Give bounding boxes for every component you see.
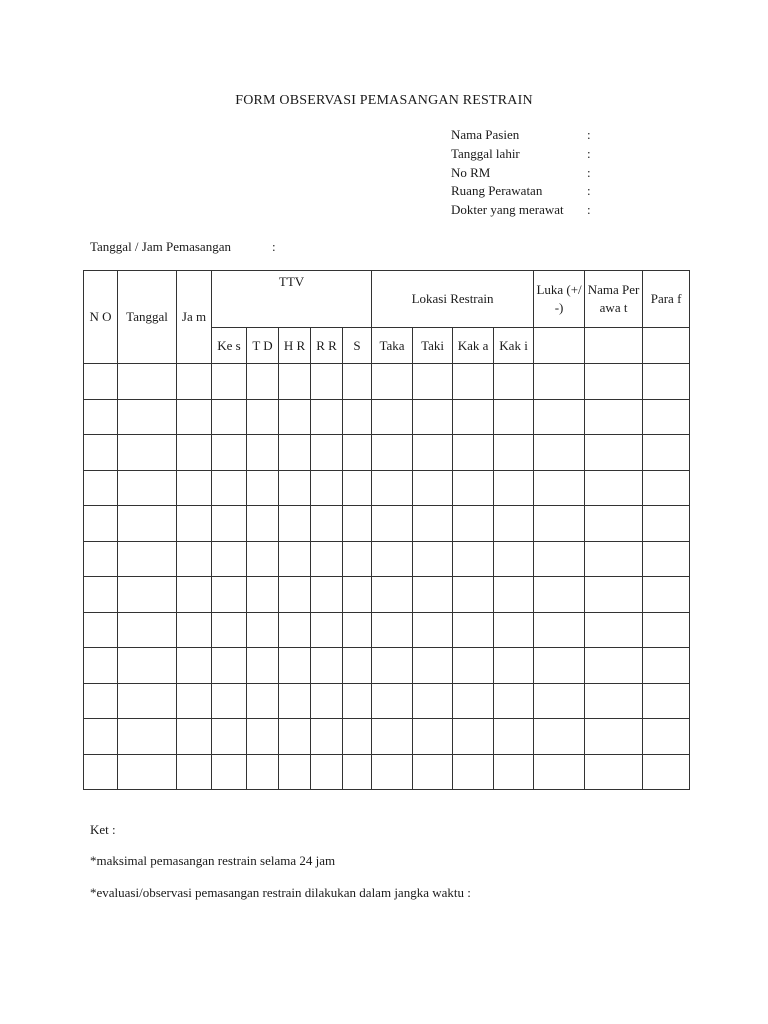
table-cell <box>534 683 585 719</box>
birth-date-label: Tanggal lahir <box>451 145 520 161</box>
header-lokasi-restrain: Lokasi Restrain <box>372 271 534 328</box>
header-ttv-s: S <box>343 328 372 364</box>
header-ttv-td: T D <box>247 328 279 364</box>
table-cell <box>311 683 343 719</box>
table-cell <box>311 719 343 755</box>
table-cell <box>585 506 643 542</box>
header-ttv-rr: R R <box>311 328 343 364</box>
header-jam: Ja m <box>177 271 212 364</box>
table-cell <box>413 435 453 471</box>
birth-date-colon: : <box>587 145 591 161</box>
table-cell <box>279 399 311 435</box>
header-nama-perawat: Nama Perawa t <box>585 271 643 328</box>
table-cell <box>279 612 311 648</box>
table-cell <box>118 612 177 648</box>
table-cell <box>279 683 311 719</box>
table-cell <box>643 612 690 648</box>
table-cell <box>311 577 343 613</box>
header-ttv-hr: H R <box>279 328 311 364</box>
patient-name-colon: : <box>587 127 591 142</box>
header-paraf: Para f <box>643 271 690 328</box>
table-cell <box>534 719 585 755</box>
ward-label: Ruang Perawatan <box>451 183 543 199</box>
medical-record-colon: : <box>587 164 591 180</box>
patient-info <box>451 126 611 220</box>
table-cell <box>453 470 494 506</box>
table-cell <box>372 470 413 506</box>
table-cell <box>279 470 311 506</box>
table-cell <box>453 683 494 719</box>
table-cell <box>311 470 343 506</box>
table-row <box>84 364 690 400</box>
note-evaluation-interval: *evaluasi/observasi pemasangan restrain dilakukan dalam jangka waktu : <box>90 885 471 900</box>
table-cell <box>118 683 177 719</box>
table-cell <box>343 648 372 684</box>
header-no: N O <box>84 271 118 364</box>
table-cell <box>247 683 279 719</box>
table-cell <box>453 719 494 755</box>
table-cell <box>494 612 534 648</box>
table-cell <box>247 541 279 577</box>
table-cell <box>372 754 413 790</box>
table-cell <box>247 648 279 684</box>
table-cell <box>343 506 372 542</box>
table-cell <box>585 683 643 719</box>
table-cell <box>585 754 643 790</box>
table-cell <box>585 541 643 577</box>
table-row <box>84 612 690 648</box>
table-cell <box>343 364 372 400</box>
table-cell <box>279 435 311 471</box>
header-lokasi-taki: Taki <box>413 328 453 364</box>
table-cell <box>453 435 494 471</box>
table-cell <box>177 612 212 648</box>
table-cell <box>177 435 212 471</box>
table-cell <box>643 754 690 790</box>
table-cell <box>343 470 372 506</box>
table-cell <box>247 719 279 755</box>
table-cell <box>585 435 643 471</box>
table-cell <box>585 612 643 648</box>
table-cell <box>413 719 453 755</box>
table-cell <box>84 683 118 719</box>
install-time-row <box>90 239 276 255</box>
table-cell <box>212 612 247 648</box>
table-cell <box>212 754 247 790</box>
table-cell <box>413 399 453 435</box>
table-cell <box>118 719 177 755</box>
table-cell <box>494 754 534 790</box>
table-cell <box>84 541 118 577</box>
table-cell <box>343 399 372 435</box>
table-row <box>84 577 690 613</box>
table-cell <box>311 399 343 435</box>
table-cell <box>534 612 585 648</box>
medical-record-row <box>451 164 611 183</box>
table-cell <box>118 648 177 684</box>
table-cell <box>311 648 343 684</box>
table-cell <box>372 399 413 435</box>
table-cell <box>413 648 453 684</box>
header-luka-blank <box>534 328 585 364</box>
header-ttv: TTV <box>212 271 372 328</box>
table-cell <box>177 399 212 435</box>
table-cell <box>311 506 343 542</box>
table-cell <box>311 541 343 577</box>
table-cell <box>494 541 534 577</box>
table-cell <box>494 506 534 542</box>
table-cell <box>372 683 413 719</box>
table-cell <box>534 399 585 435</box>
table-cell <box>372 541 413 577</box>
table-cell <box>279 754 311 790</box>
table-cell <box>84 470 118 506</box>
table-cell <box>212 577 247 613</box>
table-cell <box>279 719 311 755</box>
table-cell <box>453 577 494 613</box>
header-row-1 <box>84 271 690 328</box>
medical-record-label: No RM <box>451 164 491 180</box>
table-cell <box>643 577 690 613</box>
table-cell <box>279 364 311 400</box>
table-cell <box>643 399 690 435</box>
table-cell <box>494 683 534 719</box>
table-cell <box>84 719 118 755</box>
table-cell <box>453 648 494 684</box>
table-cell <box>453 541 494 577</box>
table-cell <box>453 399 494 435</box>
table-row <box>84 506 690 542</box>
table-cell <box>177 506 212 542</box>
table-cell <box>177 577 212 613</box>
patient-name-row <box>451 126 611 145</box>
table-cell <box>247 470 279 506</box>
doctor-colon: : <box>587 202 591 218</box>
table-cell <box>212 648 247 684</box>
table-cell <box>84 754 118 790</box>
table-cell <box>494 648 534 684</box>
table-cell <box>212 506 247 542</box>
table-cell <box>585 648 643 684</box>
table-cell <box>84 648 118 684</box>
table-cell <box>118 541 177 577</box>
header-paraf-blank <box>643 328 690 364</box>
header-lokasi-kaka: Kak a <box>453 328 494 364</box>
doctor-label: Dokter yang merawat <box>451 202 564 218</box>
table-cell <box>453 506 494 542</box>
table-cell <box>534 435 585 471</box>
table-cell <box>643 683 690 719</box>
doctor-row <box>451 201 611 220</box>
note-max-duration: *maksimal pemasangan restrain selama 24 jam <box>90 853 336 868</box>
table-cell <box>343 577 372 613</box>
table-cell <box>279 541 311 577</box>
table-cell <box>534 648 585 684</box>
table-cell <box>279 506 311 542</box>
table-body <box>84 364 690 790</box>
table-cell <box>453 754 494 790</box>
table-cell <box>643 506 690 542</box>
install-time-label: Tanggal / Jam Pemasangan <box>90 239 231 254</box>
table-cell <box>118 435 177 471</box>
table-cell <box>212 399 247 435</box>
notes-label: Ket : <box>90 822 116 837</box>
table-cell <box>372 648 413 684</box>
table-cell <box>534 577 585 613</box>
table-cell <box>84 506 118 542</box>
table-cell <box>413 364 453 400</box>
install-time-colon: : <box>272 239 276 254</box>
table-cell <box>84 435 118 471</box>
table-cell <box>372 612 413 648</box>
table-cell <box>212 470 247 506</box>
table-cell <box>372 577 413 613</box>
table-cell <box>413 612 453 648</box>
table-cell <box>279 648 311 684</box>
ward-row <box>451 182 611 201</box>
table-row <box>84 648 690 684</box>
table-cell <box>585 719 643 755</box>
table-cell <box>247 435 279 471</box>
table-cell <box>177 754 212 790</box>
table-cell <box>118 470 177 506</box>
table-cell <box>494 577 534 613</box>
table-cell <box>84 399 118 435</box>
table-cell <box>534 541 585 577</box>
table-cell <box>413 577 453 613</box>
table-cell <box>413 506 453 542</box>
table-cell <box>177 541 212 577</box>
table-cell <box>534 470 585 506</box>
table-cell <box>311 754 343 790</box>
table-cell <box>585 577 643 613</box>
table-cell <box>494 364 534 400</box>
table-cell <box>413 754 453 790</box>
table-cell <box>177 683 212 719</box>
table-cell <box>643 541 690 577</box>
table-row <box>84 470 690 506</box>
table-cell <box>247 364 279 400</box>
table-cell <box>343 612 372 648</box>
header-lokasi-taka: Taka <box>372 328 413 364</box>
table-cell <box>212 683 247 719</box>
table-cell <box>212 435 247 471</box>
table-cell <box>247 506 279 542</box>
birth-date-row <box>451 145 611 164</box>
table-row <box>84 541 690 577</box>
table-cell <box>585 399 643 435</box>
table-row <box>84 719 690 755</box>
table-cell <box>247 399 279 435</box>
table-cell <box>84 364 118 400</box>
patient-name-label: Nama Pasien <box>451 127 520 142</box>
table-cell <box>372 719 413 755</box>
table-cell <box>118 364 177 400</box>
table-cell <box>372 364 413 400</box>
table-cell <box>643 470 690 506</box>
table-cell <box>453 364 494 400</box>
table-cell <box>534 506 585 542</box>
table-cell <box>534 364 585 400</box>
table-cell <box>413 541 453 577</box>
table-cell <box>118 754 177 790</box>
table-cell <box>643 435 690 471</box>
table-row <box>84 683 690 719</box>
header-luka: Luka (+/-) <box>534 271 585 328</box>
table-row <box>84 435 690 471</box>
table-cell <box>494 435 534 471</box>
table-cell <box>413 470 453 506</box>
table-cell <box>453 612 494 648</box>
table-cell <box>177 648 212 684</box>
table-cell <box>247 754 279 790</box>
table-cell <box>118 577 177 613</box>
table-cell <box>212 719 247 755</box>
table-cell <box>585 470 643 506</box>
header-lokasi-kaki: Kak i <box>494 328 534 364</box>
table-cell <box>311 435 343 471</box>
table-cell <box>311 364 343 400</box>
table-cell <box>494 399 534 435</box>
table-cell <box>343 754 372 790</box>
table-cell <box>247 577 279 613</box>
table-cell <box>84 612 118 648</box>
table-cell <box>343 683 372 719</box>
table-cell <box>118 506 177 542</box>
table-cell <box>311 612 343 648</box>
header-nama-perawat-blank <box>585 328 643 364</box>
table-cell <box>118 399 177 435</box>
table-cell <box>247 612 279 648</box>
table-cell <box>372 506 413 542</box>
table-cell <box>177 719 212 755</box>
observation-table <box>83 270 690 790</box>
table-cell <box>343 435 372 471</box>
table-cell <box>643 364 690 400</box>
header-ttv-kes: Ke s <box>212 328 247 364</box>
table-row <box>84 754 690 790</box>
table-cell <box>177 364 212 400</box>
table-cell <box>343 541 372 577</box>
header-tanggal: Tanggal <box>118 271 177 364</box>
table-cell <box>279 577 311 613</box>
table-cell <box>413 683 453 719</box>
ward-colon: : <box>587 183 591 199</box>
table-cell <box>212 541 247 577</box>
table-cell <box>212 364 247 400</box>
table-cell <box>585 364 643 400</box>
table-cell <box>177 470 212 506</box>
table-cell <box>494 470 534 506</box>
form-title: FORM OBSERVASI PEMASANGAN RESTRAIN <box>235 93 533 108</box>
table-cell <box>84 577 118 613</box>
table-cell <box>494 719 534 755</box>
table-row <box>84 399 690 435</box>
table-cell <box>343 719 372 755</box>
table-cell <box>643 719 690 755</box>
table-cell <box>643 648 690 684</box>
table-cell <box>534 754 585 790</box>
table-cell <box>372 435 413 471</box>
